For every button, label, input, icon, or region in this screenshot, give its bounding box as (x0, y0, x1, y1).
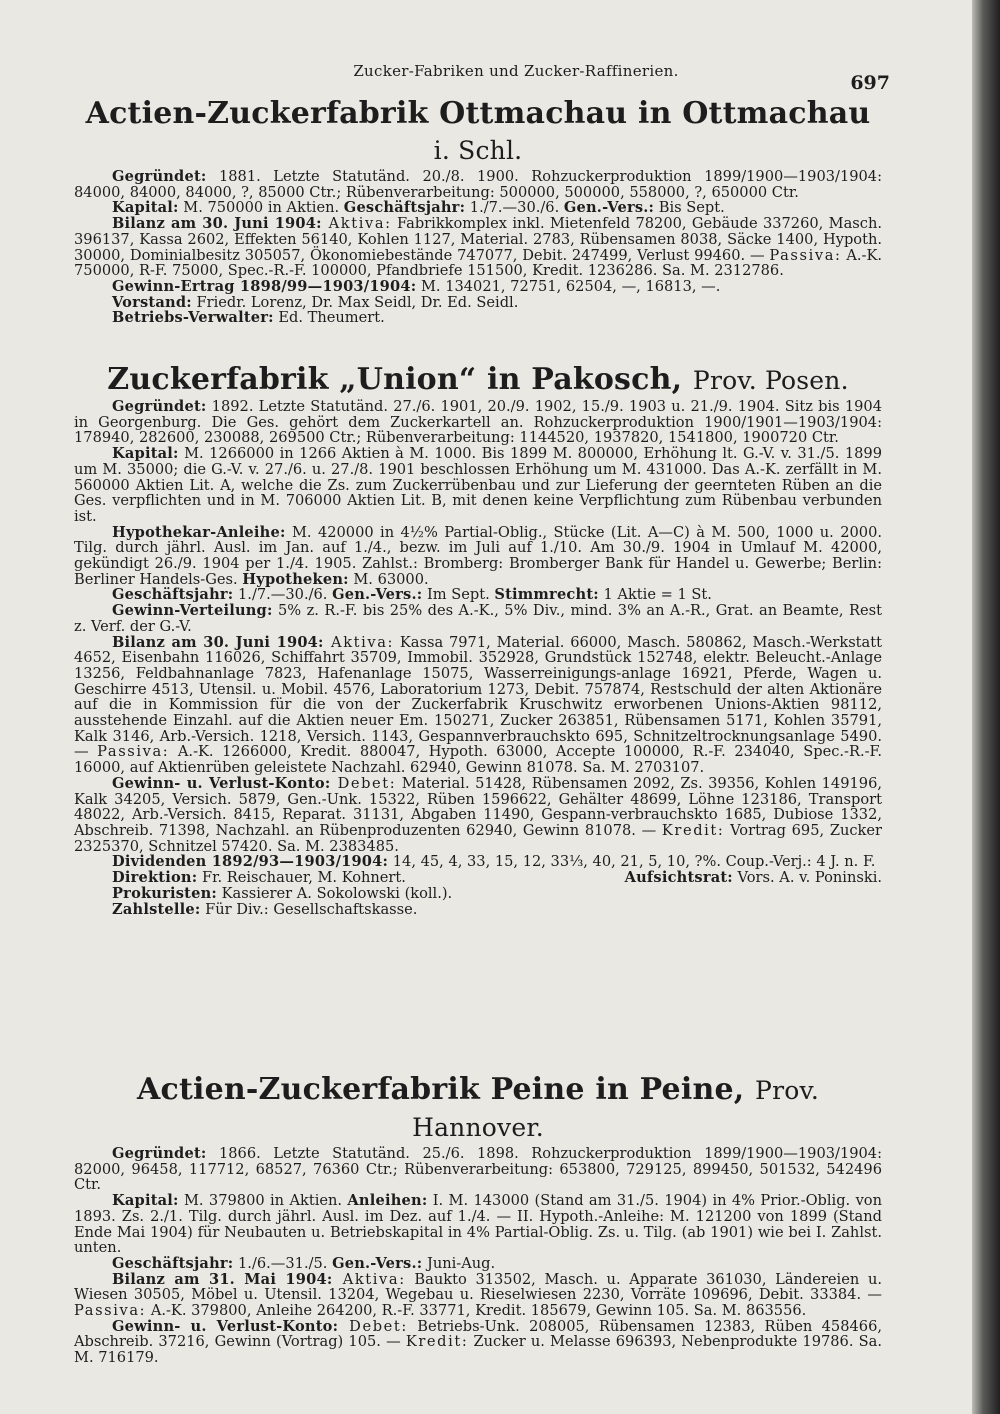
capital-entry: Kapital: M. 750000 in Aktien. Geschäftsjahr: 1./7.—30./6. Gen.-Vers.: Bis Sept. (112, 199, 725, 217)
company-heading: Actien-Zuckerfabrik Ottmachau in Ottmachau i. Schl. (85, 96, 871, 165)
direction-entry: Direktion: Fr. Reischauer, M. Kohnert. (112, 869, 406, 887)
authorized-officers-entry: Prokuristen: Kassierer A. Sokolowski (koll.). (112, 884, 453, 902)
dividends-entry: Dividenden 1892/93—1903/1904: 14, 45, 4, 33, 15, 12, 33⅓, 40, 21, 5, 10, ?%. Coup.-Verj.: 4 J. n. F. (112, 853, 876, 871)
fiscal-year-entry: Geschäftsjahr: 1./7.—30./6. Gen.-Vers.: Im Sept. Stimmrecht: 1 Aktie = 1 St. (112, 586, 712, 604)
company-entry-peine (74, 1072, 882, 1366)
paying-agent-entry: Zahlstelle: Für Div.: Gesellschaftskasse. (112, 900, 418, 918)
balance-entry: Bilanz am 30. Juni 1904: Aktiva: Fabrikkomplex inkl. Mietenfeld 78200, Gebäude 337260, Masch. 396137, Kassa 2602, Effekten 56140, Kohlen 1127, Material. 2783, Rübensamen 8038, Säcke 1400, Hypoth. 30000, Dominialbesitz 305057, Ökonomiebestände 747077, Debit. 247499, Verlust 99460. — Passiva: A.-K. 750000, R-F. 75000, Spec.-R.-F. 100000, Pfandbriefe 151500, Kredit. 1236286. Sa. M. 2312786. (74, 215, 883, 280)
balance-entry: Bilanz am 31. Mai 1904: Aktiva: Baukto 313502, Masch. u. Apparate 361030, Ländereien u. Wiesen 30505, Möbel u. Utensil. 13204, Wegebau u. Rieselwiesen 2230, Vorräte 109696, Debit. 33384. — Passiva: A.-K. 379800, Anleihe 264200, R.-F. 33771, Kredit. 185679, Gewinn 105. Sa. M. 863556. (74, 1270, 883, 1320)
company-heading: Zuckerfabrik „Union“ in Pakosch, Prov. Posen. (107, 362, 849, 397)
running-head (0, 62, 972, 80)
balance-entry: Bilanz am 30. Juni 1904: Aktiva: Kassa 7971, Material. 66000, Masch. 580862, Masch.-Werkstatt 4652, Eisenbahn 116026, Schiffahrt 35709, Immobil. 352928, Grundstück 152748, elektr. Beleucht.-Anlage 13256, Feldbahnanlage 7823, Hafenanlage 15075, Wasserreinigungs-anlage 16921, Pferde, Wagen u. Geschirre 4513, Utensil. u. Mobil. 4576, Laboratorium 1273, Debit. 757874, Restschuld der alten Aktionäre auf die in Kommission für die von der Zuckerfabrik Kruschwitz erworbenen Unions-Aktien 98112, ausstehende Einzahl. auf die Aktien neuer Em. 150271, Zucker 263851, Rübensamen 5171, Kohlen 35791, Kalk 3146, Arb.-Versich. 1218, Versich. 1143, Gespannverbrauchskto 695, Schnitzeltrocknungsanlage 5490. — Passiva: A.-K. 1266000, Kredit. 880047, Hypoth. 63000, Accepte 100000, R.-F. 234040, Spec.-R.-F. 16000, auf Aktienrüben geleistete Nachzahl. 62940, Gewinn 81078. Sa. M. 2703107. (74, 633, 883, 777)
company-heading: Actien-Zuckerfabrik Peine in Peine, Prov. Hannover. (137, 1072, 819, 1142)
supervisory-board-entry: Aufsichtsrat: Vors. A. v. Poninski. (624, 869, 882, 887)
capital-entry: Kapital: M. 1266000 in 1266 Aktien à M. 1000. Bis 1899 M. 800000, Erhöhung lt. G.-V. v. 31./5. 1899 um M. 35000; die G.-V. v. 27./6. u. 27./8. 1901 beschlossen Erhöhung um M. 431000. Das A.-K. zerfällt in M. 560000 Aktien Lit. A, welche die Zs. zum Zuckerrübenbau und zur Lieferung der geernteten Rüben an die Ges. verpflichten und in M. 706000 Aktien Lit. B, mit denen keine Verpflichtung zum Rübenbau verbunden ist. (74, 445, 882, 525)
capital-entry: Kapital: M. 379800 in Aktien. Anleihen: I. M. 143000 (Stand am 31./5. 1904) in 4% Prior.-Oblig. von 1893. Zs. 2./1. Tilg. durch jährl. Ausl. im Dez. auf 1./4. — II. Hypoth.-Anleihe: M. 121200 von 1899 (Stand Ende Mai 1904) für Neubauten u. Betriebskapital in 4% Partial-Oblig. Zs. u. Tilg. (ab 1901) wie bei I. Zahlst. unten. (74, 1192, 882, 1257)
management-row (74, 870, 882, 886)
mortgage-loan-entry: Hypothekar-Anleihe: M. 420000 in 4½% Partial-Oblig., Stücke (Lit. A—C) à M. 500, 1000 u. 2000. Tilg. durch jährl. Ausl. im Jan. auf 1./4., bezw. im Juli auf 1./10. Am 30./9. 1904 in Umlauf M. 42000, gekündigt 26./9. 1904 per 1./4. 1905. Zahlst.: Bromberg: Bromberger Bank für Handel u. Gewerbe; Berlin: Berliner Handels-Ges. Hypotheken: M. 63000. (74, 523, 882, 588)
founded-entry: Gegründet: 1892. Letzte Statutänd. 27./6. 1901, 20./9. 1902, 15./9. 1903 u. 21./9. 1904. Sitz bis 1904 in Georgenburg. Die Ges. gehört dem Zuckerkartell an. Rohzuckerproduktion 1900/1901—1903/1904: 178940, 282600, 230088, 269500 Ctr.; Rübenverarbeitung: 1144520, 1937820, 1541800, 1900720 Ctr. (74, 398, 882, 447)
founded-entry: Gegründet: 1881. Letzte Statutänd. 20./8. 1900. Rohzuckerproduktion 1899/1900—1903/1904: 84000, 84000, 84000, ?, 85000 Ctr.; Rübenverarbeitung: 500000, 500000, 558000, ?, 650000 Ctr. (74, 168, 882, 201)
profit-distribution-entry: Gewinn-Verteilung: 5% z. R.-F. bis 25% des A.-K., 5% Div., mind. 3% an A.-R., Grat. an Beamte, Rest z. Verf. der G.-V. (74, 602, 882, 635)
running-head-text: Zucker-Fabriken und Zucker-Raffinerien. (353, 62, 679, 80)
fiscal-year-entry: Geschäftsjahr: 1./6.—31./5. Gen.-Vers.: Juni-Aug. (112, 1254, 496, 1272)
board-entry: Vorstand: Friedr. Lorenz, Dr. Max Seidl, Dr. Ed. Seidl. (112, 293, 519, 311)
profit-entry: Gewinn-Ertrag 1898/99—1903/1904: M. 134021, 72751, 62504, —, 16813, —. (112, 277, 721, 295)
company-entry-ottmachau (74, 96, 882, 326)
founded-entry: Gegründet: 1866. Letzte Statutänd. 25./6. 1898. Rohzuckerproduktion 1899/1900—1903/1904: 82000, 96458, 117712, 68527, 76360 Ctr.; Rübenverarbeitung: 653800, 729125, 899450, 501532, 542496 Ctr. (74, 1145, 882, 1194)
page-edge-shadow (972, 0, 1000, 1414)
company-entry-pakosch (74, 362, 882, 917)
profit-loss-entry: Gewinn- u. Verlust-Konto: Debet: Betriebs-Unk. 208005, Rübensamen 12383, Rüben 458466, Abschreib. 37216, Gewinn (Vortrag) 105. — Kredit: Zucker u. Melasse 696393, Nebenprodukte 19786. Sa. M. 716179. (74, 1317, 883, 1367)
profit-loss-entry: Gewinn- u. Verlust-Konto: Debet: Material. 51428, Rübensamen 2092, Zs. 39356, Kohlen 149196, Kalk 34205, Versich. 5879, Gen.-Unk. 15322, Rüben 1596622, Gehälter 48699, Löhne 123186, Transport 48022, Arb.-Versich. 8415, Reparat. 31131, Abgaben 11490, Gespann-verbrauchskto 1685, Dubiose 1332, Abschreib. 71398, Nachzahl. an Rübenproduzenten 62940, Gewinn 81078. — Kredit: Vortrag 695, Zucker 2325370, Schnitzel 57420. Sa. M. 2383485. (74, 774, 882, 855)
page-number: 697 (850, 72, 890, 94)
manager-entry: Betriebs-Verwalter: Ed. Theumert. (112, 309, 385, 327)
